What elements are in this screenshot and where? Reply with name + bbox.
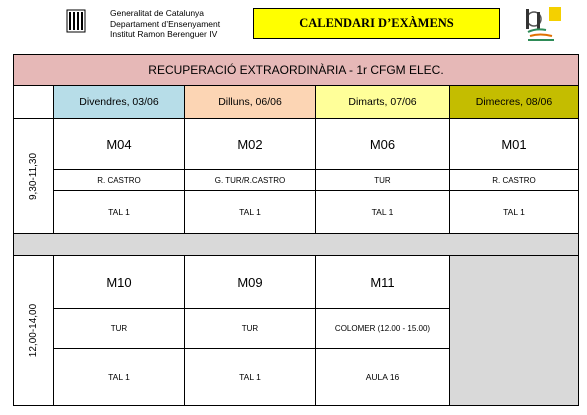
exam-room: TAL 1 [53,348,185,406]
exam-room: TAL 1 [315,190,450,234]
institution-block [110,8,220,40]
exam-module: M06 [315,118,450,170]
separator-row [13,233,579,256]
exam-room: TAL 1 [53,190,185,234]
exam-teacher: TUR [53,308,185,349]
exam-module: M02 [184,118,316,170]
day-header: Dimarts, 07/06 [315,85,450,119]
document-title: CALENDARI D’EXÀMENS [253,8,500,39]
exam-room: TAL 1 [449,190,579,234]
exam-room: TAL 1 [184,348,316,406]
exam-module: M04 [53,118,185,170]
exam-room: AULA 16 [315,348,450,406]
exam-teacher: R. CASTRO [53,169,185,191]
exam-room: TAL 1 [184,190,316,234]
table-title: RECUPERACIÓ EXTRAORDINÀRIA - 1r CFGM ELEC. [13,54,579,86]
institution-line: Generalitat de Catalunya [110,8,205,18]
exam-teacher: COLOMER (12.00 - 15.00) [315,308,450,349]
empty-cell [449,255,579,406]
time-slot-label: 9,30-11,30 [28,152,40,200]
exam-module: M11 [315,255,450,309]
time-slot-cell [13,255,54,406]
day-header: Divendres, 03/06 [53,85,185,119]
generalitat-logo-icon [66,9,86,33]
exam-module: M01 [449,118,579,170]
exam-teacher: R. CASTRO [449,169,579,191]
exam-teacher: TUR [184,308,316,349]
school-logo-icon [522,6,562,44]
day-header: Dimecres, 08/06 [449,85,579,119]
exam-module: M10 [53,255,185,309]
time-slot-label: 12,00-14,00 [28,303,40,358]
corner-cell [13,85,54,119]
institution-line: Institut Ramon Berenguer IV [110,29,218,39]
exam-module: M09 [184,255,316,309]
time-slot-cell [13,118,54,234]
exam-calendar-table [13,54,579,406]
institution-line: Departament d’Ensenyament [110,18,221,29]
exam-teacher: G. TUR/R.CASTRO [184,169,316,191]
day-header: Dilluns, 06/06 [184,85,316,119]
exam-teacher: TUR [315,169,450,191]
